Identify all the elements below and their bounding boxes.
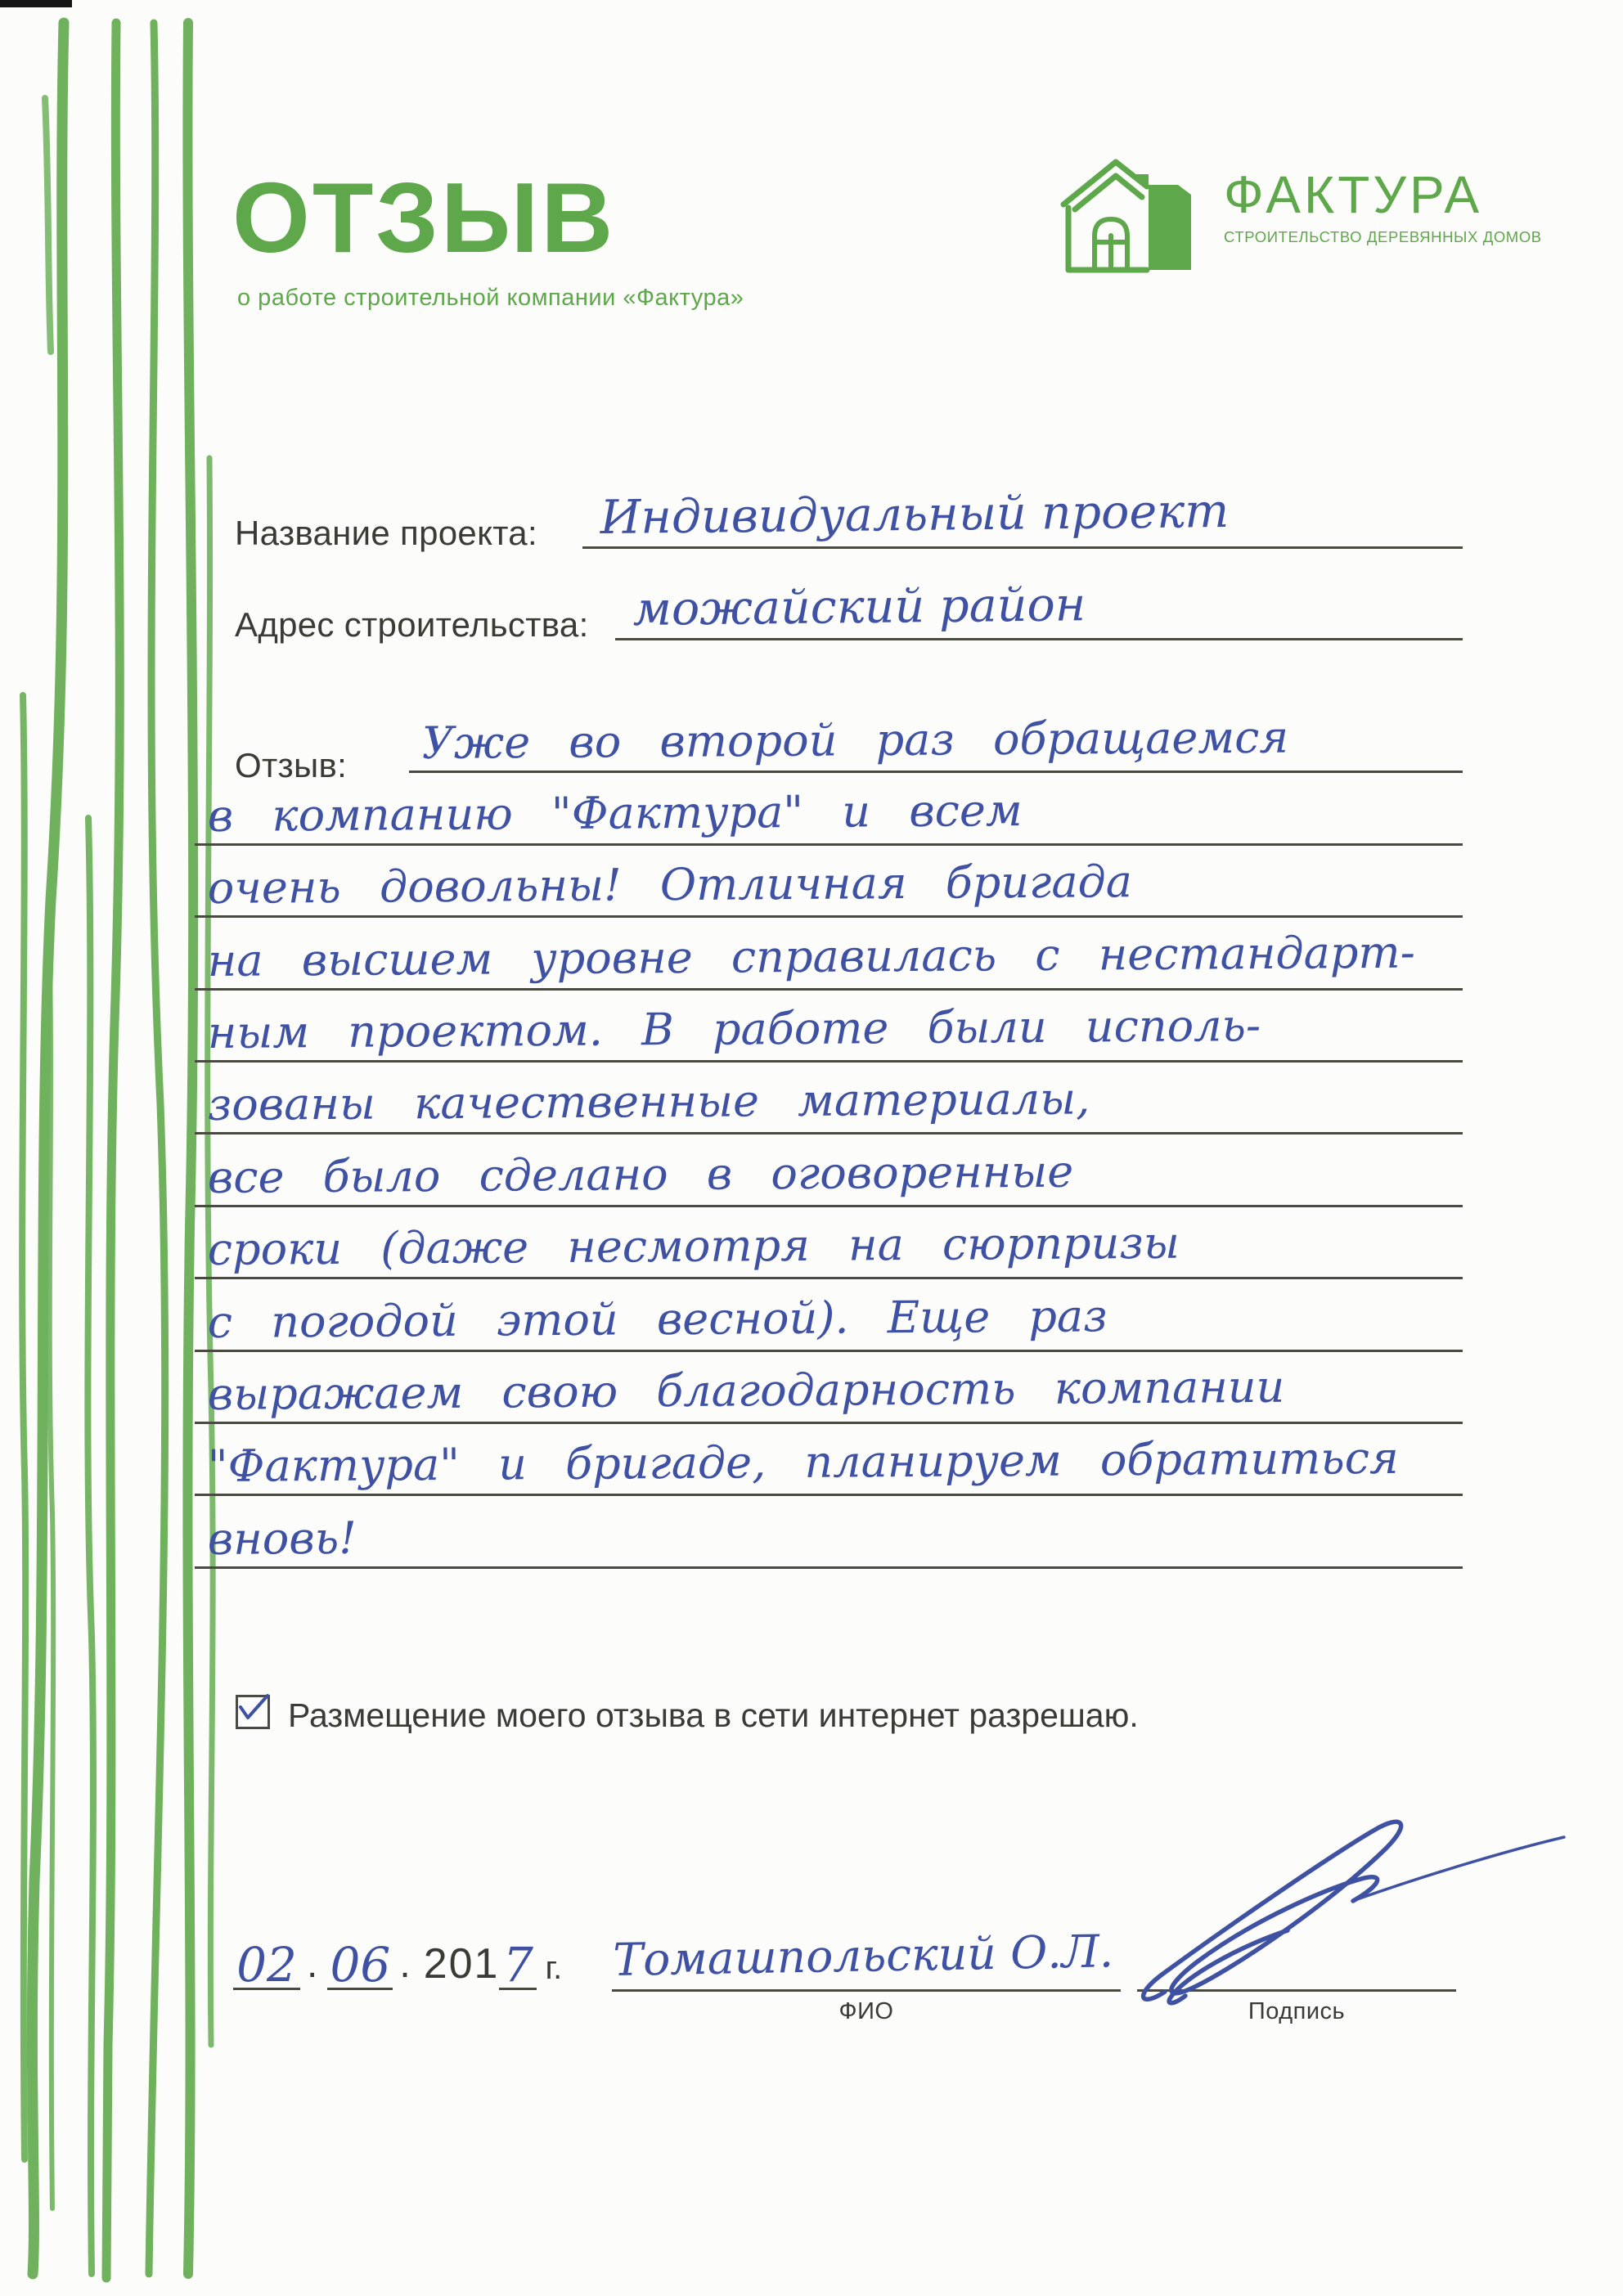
signature-block — [1137, 1881, 1456, 2025]
review-handwriting: ным проектом. В работе были исполь- — [207, 999, 1261, 1058]
name-handwriting: Томашпольский О.Л. — [612, 1925, 1114, 1986]
review-handwriting: на высшем уровне справилась с нестандарт- — [207, 926, 1416, 986]
review-ruled-line — [195, 1352, 1463, 1424]
review-line-row — [195, 1135, 1463, 1206]
review-handwriting: с погодой этой весной). Еще раз — [207, 1289, 1108, 1348]
review-handwriting: очень довольны! Отличная бригада — [207, 856, 1133, 914]
review-line-row — [195, 1352, 1463, 1424]
project-name-handwriting: Индивидуальный проект — [600, 483, 1230, 545]
review-handwriting: "Фактура" и бригаде, планируем обратиться — [207, 1432, 1399, 1493]
date-month-handwriting: 06 — [330, 1936, 391, 1993]
logo-text — [1224, 154, 1542, 246]
date-day-field — [233, 1936, 300, 1993]
review-line-row — [195, 846, 1463, 918]
review-line-row — [195, 991, 1463, 1063]
review-line-row — [195, 1496, 1463, 1568]
date-year-printed: 201 — [423, 1940, 500, 1988]
review-label-spacer — [195, 701, 409, 773]
review-handwriting: вновь! — [207, 1512, 357, 1565]
name-label: ФИО — [838, 1998, 894, 2024]
review-line-row — [195, 1207, 1463, 1279]
review-handwriting: в компанию "Фактура" и всем — [207, 784, 1023, 842]
review-line-row — [195, 773, 1463, 845]
review-ruled-line — [195, 991, 1463, 1063]
house-icon — [1057, 154, 1212, 276]
page-subtitle: о работе строительной компании «Фактура» — [237, 285, 744, 311]
project-name-field — [582, 458, 1463, 549]
review-ruled-line — [195, 773, 1463, 845]
review-label: Отзыв: — [235, 746, 348, 784]
address-label: Адрес строительства: — [235, 605, 589, 644]
review-line-row — [195, 701, 1463, 773]
logo-tagline: СТРОИТЕЛЬСТВО ДЕРЕВЯННЫХ ДОМОВ — [1224, 228, 1542, 245]
review-ruled-line — [195, 1207, 1463, 1279]
date-month-field — [327, 1936, 393, 1993]
review-ruled-line — [195, 918, 1463, 990]
review-handwriting: все было сделано в оговоренные — [207, 1145, 1074, 1203]
review-ruled-line — [195, 1063, 1463, 1135]
date-year-field — [499, 1936, 537, 1993]
date-separator: . — [307, 1943, 318, 1986]
address-field — [615, 553, 1463, 640]
logo-company-name: ФАКТУРА — [1224, 165, 1483, 224]
signature-label: Подпись — [1248, 1998, 1346, 2024]
date-year-handwriting: 7 — [503, 1936, 533, 1993]
date-day-handwriting: 02 — [236, 1936, 297, 1993]
address-handwriting: можайский район — [632, 577, 1086, 636]
page-title: ОТЗЫВ — [232, 162, 616, 273]
date-suffix: г. — [545, 1950, 563, 1986]
review-ruled-line — [195, 1279, 1463, 1351]
review-ruled-line — [195, 846, 1463, 918]
review-line-row — [195, 1063, 1463, 1135]
review-ruled-line — [195, 1424, 1463, 1496]
review-ruled-line — [195, 1496, 1463, 1568]
review-ruled-line — [409, 701, 1463, 773]
consent-checkbox — [236, 1695, 270, 1729]
review-line-row — [195, 1279, 1463, 1351]
project-name-label: Название проекта: — [235, 514, 537, 552]
review-handwriting: зованы качественные материалы, — [207, 1072, 1090, 1131]
review-ruled-line — [195, 1135, 1463, 1206]
company-logo — [1057, 154, 1542, 276]
review-line-row — [195, 918, 1463, 990]
name-line — [612, 1881, 1121, 1992]
name-block — [612, 1881, 1121, 2025]
date-block — [233, 1908, 563, 1993]
checkmark-icon — [236, 1692, 275, 1732]
date-separator: . — [399, 1943, 411, 1986]
review-line-row — [195, 1424, 1463, 1496]
review-handwriting: выражаем свою благодарность компании — [207, 1360, 1285, 1420]
consent-label: Размещение моего отзыва в сети интернет разрешаю. — [288, 1696, 1139, 1734]
review-handwriting: Уже во второй раз обращаемся — [421, 711, 1289, 770]
signature-scribble — [1116, 1800, 1574, 2012]
signature-line — [1137, 1881, 1456, 1992]
review-lines — [195, 701, 1463, 1569]
review-handwriting: сроки (даже несмотря на сюрпризы — [207, 1216, 1180, 1276]
